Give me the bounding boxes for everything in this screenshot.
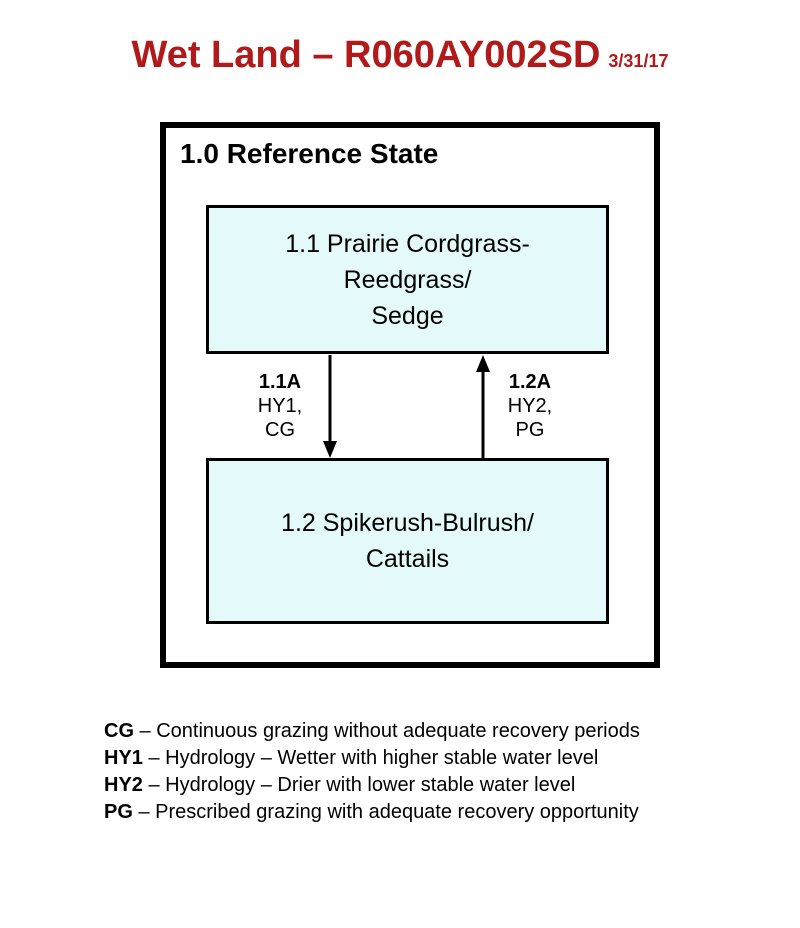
- arrow-down-head: [323, 441, 337, 458]
- community-1-2-line: 1.2 Spikerush-Bulrush/: [281, 509, 534, 537]
- legend-abbr: PG: [104, 801, 133, 823]
- arrow-up-head: [476, 355, 490, 372]
- title-text: Wet Land – R060AY002SD: [131, 34, 601, 76]
- legend-item: [104, 718, 640, 745]
- legend-text: – Prescribed grazing with adequate recovery opportunity: [132, 801, 639, 823]
- transition-label-1-2a: [490, 370, 570, 442]
- transition-arrow-1-2a: [476, 355, 490, 458]
- transition-code: 1.2A: [508, 371, 552, 393]
- community-1-1-line: 1.1 Prairie Cordgrass-: [285, 229, 530, 258]
- legend-item: [104, 745, 640, 772]
- community-1-1-line: Sedge: [371, 301, 444, 330]
- transition-code: 1.1A: [258, 371, 302, 393]
- legend-item: [104, 799, 640, 826]
- transition-label-1-1a: [240, 370, 320, 442]
- legend-abbr: HY2: [104, 774, 143, 796]
- transition-driver: HY2,: [507, 395, 553, 417]
- legend-item: [104, 772, 640, 799]
- legend-abbr: CG: [104, 720, 134, 742]
- transition-driver: PG: [515, 419, 545, 441]
- transition-driver: CG: [265, 419, 295, 441]
- legend-abbr: HY1: [104, 747, 143, 769]
- legend-text: – Hydrology – Drier with lower stable water level: [142, 774, 576, 796]
- legend: [104, 718, 640, 826]
- legend-text: – Continuous grazing without adequate recovery periods: [134, 720, 640, 742]
- transition-driver: HY1,: [257, 395, 303, 417]
- community-1-1-line: Reedgrass/: [343, 265, 472, 294]
- title-date: 3/31/17: [608, 51, 669, 71]
- legend-text: – Hydrology – Wetter with higher stable water level: [142, 747, 599, 769]
- transition-arrow-1-1a: [323, 355, 337, 458]
- community-1-2-line: Cattails: [365, 545, 450, 573]
- reference-state-label: 1.0 Reference State: [180, 138, 439, 169]
